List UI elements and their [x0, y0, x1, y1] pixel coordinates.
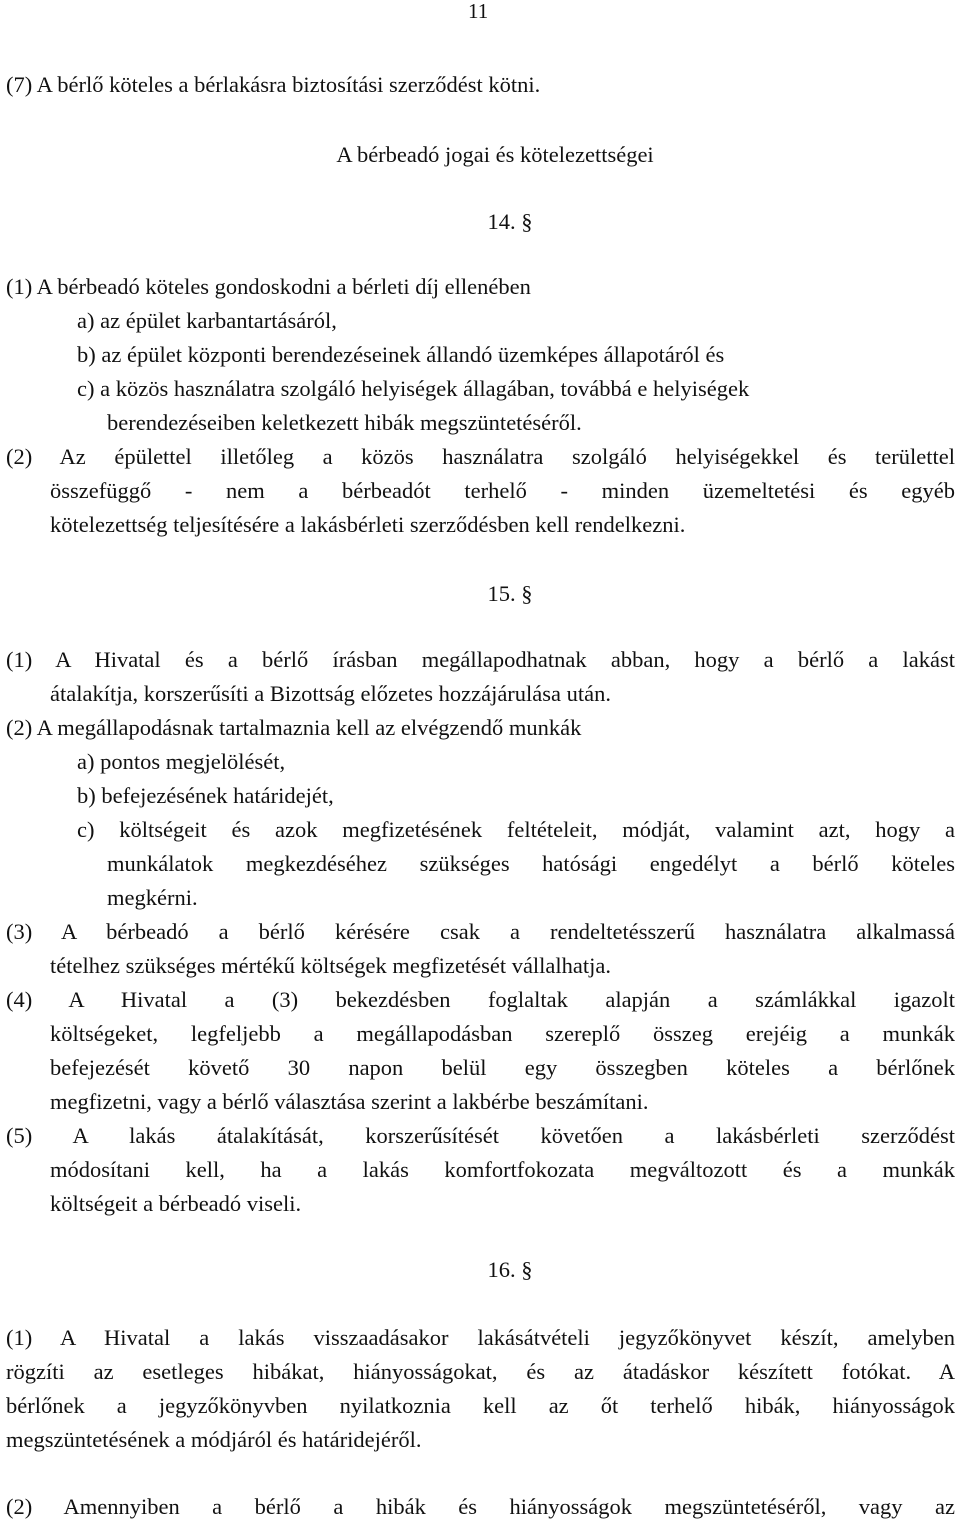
s15-p5-line2: módosítani kell, ha a lakás komfortfokozata megváltozott és a munkák [50, 1157, 955, 1182]
s14-p1b: b) az épület központi berendezéseinek állandó üzemképes állapotáról és [77, 342, 725, 367]
section-heading: A bérbeadó jogai és kötelezettségei [336, 142, 654, 167]
paragraph-7: (7) A bérlő köteles a bérlakásra biztosítási szerződést kötni. [6, 72, 541, 97]
s14-p1a: a) az épület karbantartásáról, [77, 308, 337, 333]
s15-p5-line1: (5) A lakás átalakítását, korszerűsítését követően a lakásbérleti szerződést [6, 1123, 955, 1148]
s16-p1-line3: bérlőnek a jegyzőkönyvben nyilatkoznia kell az őt terhelő hibák, hiányosságok [6, 1393, 955, 1418]
s15-p2c-line2: munkálatok megkezdéséhez szükséges hatósági engedélyt a bérlő köteles [107, 851, 955, 876]
s14-p1: (1) A bérbeadó köteles gondoskodni a bérleti díj ellenében [6, 274, 531, 299]
s15-p2a: a) pontos megjelölését, [77, 749, 286, 774]
s15-p2: (2) A megállapodásnak tartalmaznia kell az elvégzendő munkák [6, 715, 582, 740]
s16-p1-line2: rögzíti az esetleges hibákat, hiányosságokat, és az átadáskor készített fotókat. A [6, 1359, 955, 1384]
s15-p2c-line1: c) költségeit és azok megfizetésének feltételeit, módját, valamint azt, hogy a [77, 817, 955, 842]
s15-p3-line1: (3) A bérbeadó a bérlő kérésére csak a rendeltetésszerű használatra alkalmassá [6, 919, 955, 944]
s16-p1-line4: megszüntetésének a módjáról és határidejéről. [6, 1427, 422, 1452]
s15-p1-line1: (1) A Hivatal és a bérlő írásban megállapodhatnak abban, hogy a bérlő a lakást [6, 647, 955, 672]
page-number: 11 [468, 0, 489, 23]
s15-p4-line2: költségeket, legfeljebb a megállapodásban szereplő összeg erejéig a munkák [50, 1021, 955, 1046]
s14-p2-line2: összefüggő - nem a bérbeadót terhelő - minden üzemeltetési és egyéb [50, 478, 955, 503]
s15-p4-line3: befejezését követő 30 napon belül egy összegben köteles a bérlőnek [50, 1055, 955, 1080]
s14-p1c-line2: berendezéseiben keletkezett hibák megszüntetéséről. [107, 410, 582, 435]
s15-p5-line3: költségeit a bérbeadó viseli. [50, 1191, 302, 1216]
s16-p1-line1: (1) A Hivatal a lakás visszaadásakor lakásátvételi jegyzőkönyvet készít, amelyben [6, 1325, 955, 1350]
s16-p2-line1: (2) Amennyiben a bérlő a hibák és hiányosságok megszüntetéséről, vagy az [6, 1494, 955, 1519]
s15-p4-line1: (4) A Hivatal a (3) bekezdésben foglaltak alapján a számlákkal igazolt [6, 987, 955, 1012]
s15-p4-line4: megfizetni, vagy a bérlő választása szerint a lakbérbe beszámítani. [50, 1089, 649, 1114]
s15-p2c-line3: megkérni. [107, 885, 198, 910]
section-14-title: 14. § [487, 209, 533, 234]
s14-p2-line1: (2) Az épülettel illetőleg a közös használatra szolgáló helyiségekkel és területtel [6, 444, 955, 469]
s14-p1c-line1: c) a közös használatra szolgáló helyiségek állagában, továbbá e helyiségek [77, 376, 750, 401]
section-16-title: 16. § [487, 1257, 533, 1282]
s14-p2-line3: kötelezettség teljesítésére a lakásbérleti szerződésben kell rendelkezni. [50, 512, 686, 537]
s15-p2b: b) befejezésének határidejét, [77, 783, 334, 808]
s15-p3-line2: tételhez szükséges mértékű költségek megfizetését vállalhatja. [50, 953, 612, 978]
section-15-title: 15. § [487, 581, 533, 606]
s15-p1-line2: átalakítja, korszerűsíti a Bizottság előzetes hozzájárulása után. [50, 681, 612, 706]
